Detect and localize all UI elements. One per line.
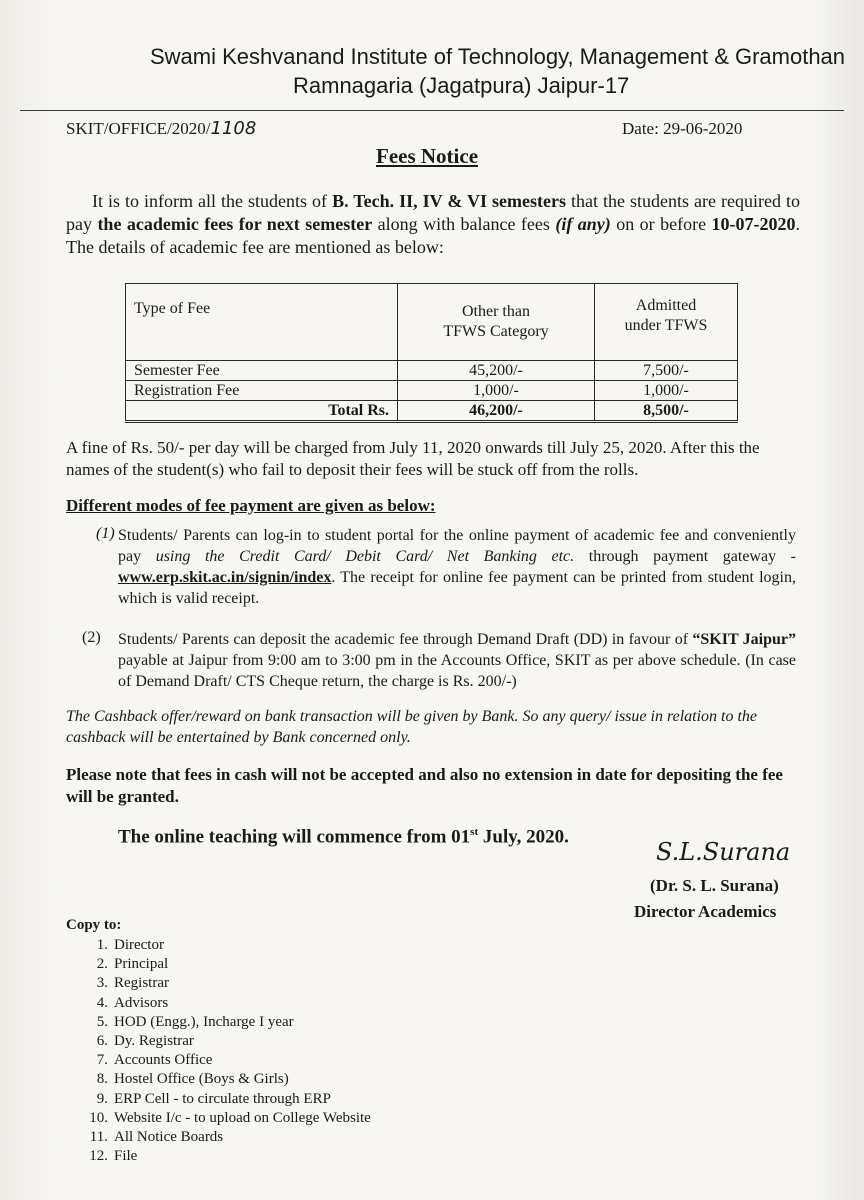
- fine-paragraph: A fine of Rs. 50/- per day will be charged from July 11, 2020 onwards till July 25, 2020. After this the names of the student(s) who fail to deposit their fees will be stuck off from the rolls.: [66, 438, 760, 479]
- copy-to-list: [66, 936, 371, 1166]
- handwritten-signature: S.L.Surana: [656, 838, 791, 866]
- mode-2-number: (2): [82, 629, 101, 646]
- fee-type-cell: Registration Fee: [126, 381, 398, 401]
- fee-tfws-cell: 1,000/-: [595, 381, 738, 401]
- intro-paragraph: It is to inform all the students of B. Tech. II, IV & VI semesters that the students are required to pay the academic fees for next semester along with balance fees (if any) on or before 10-07-2020. The details of academic fee are mentioned as below:: [66, 191, 801, 257]
- mode-1-text: Students/ Parents can log-in to student portal for the online payment of academic fee and conveniently pay using the Credit Card/ Debit Card/ Net Banking etc. through payment gateway - www.erp.skit.ac.in/signin/index. The receipt for online fee payment can be printed from student login, which is valid receipt.: [118, 527, 797, 607]
- handwritten-reference-number: 1108: [210, 118, 257, 139]
- table-header-row: [126, 284, 738, 361]
- fee-type-cell: Semester Fee: [126, 361, 398, 381]
- fee-other-cell: 45,200/-: [398, 361, 595, 381]
- signatory-title: Director Academics: [634, 902, 777, 921]
- institute-name: Swami Keshvanand Institute of Technology, Management & Gramothan: [150, 44, 846, 69]
- list-item: 3. Registrar: [96, 975, 169, 992]
- list-item: 2. Principal: [96, 956, 169, 973]
- list-item: 10. Website I/c - to upload on College Website: [89, 1109, 371, 1126]
- list-item: 9. ERP Cell - to circulate through ERP: [96, 1090, 331, 1107]
- list-item: 6. Dy. Registrar: [96, 1033, 194, 1050]
- cash-not-accepted-note: Please note that fees in cash will not be accepted and also no extension in date for depositing the fee will be granted.: [66, 765, 783, 806]
- table-total-row: [126, 401, 738, 422]
- list-item: 4. Advisors: [96, 994, 169, 1011]
- list-item: 7. Accounts Office: [96, 1052, 213, 1069]
- table-row: [126, 381, 738, 401]
- fee-other-cell: 1,000/-: [398, 381, 595, 401]
- total-tfws-cell: 8,500/-: [595, 401, 738, 422]
- payment-modes-heading: Different modes of fee payment are given as below:: [66, 496, 436, 515]
- reference-prefix: SKIT/OFFICE/2020/: [66, 119, 211, 138]
- cashback-paragraph: The Cashback offer/reward on bank transaction will be given by Bank. So any query/ issue in relation to the cashback will be entertained by Bank concerned only.: [66, 708, 758, 746]
- header-divider: [20, 110, 844, 111]
- notice-title: Fees Notice: [376, 144, 479, 168]
- list-item: 12. File: [89, 1148, 138, 1165]
- col-admitted-under-tfws: Admitted under TFWS: [595, 284, 738, 361]
- signatory-name: (Dr. S. L. Surana): [650, 876, 779, 895]
- copy-to-heading: Copy to:: [66, 917, 122, 933]
- col-other-than-tfws: Other than TFWS Category: [398, 284, 595, 361]
- total-label-cell: Total Rs.: [126, 401, 398, 422]
- reference-number: [66, 118, 256, 139]
- online-teaching-notice: The online teaching will commence from 01st July, 2020.: [118, 826, 569, 848]
- total-other-cell: 46,200/-: [398, 401, 595, 422]
- erp-portal-link[interactable]: www.erp.skit.ac.in/signin/index: [118, 569, 332, 586]
- mode-1-number: (1): [96, 525, 115, 542]
- fee-table: [125, 283, 738, 423]
- notice-date: Date: 29-06-2020: [622, 119, 743, 138]
- list-item: 1. Director: [96, 937, 164, 953]
- list-item: 11. All Notice Boards: [89, 1129, 224, 1146]
- col-type-of-fee: Type of Fee: [126, 284, 398, 361]
- mode-2-text: Students/ Parents can deposit the academic fee through Demand Draft (DD) in favour of “SKIT Jaipur” payable at Jaipur from 9:00 am to 3:00 pm in the Accounts Office, SKIT as per above schedule. (In case of Demand Draft/ CTS Cheque return, the charge is Rs. 200/-): [118, 631, 797, 690]
- list-item: 5. HOD (Engg.), Incharge I year: [96, 1013, 294, 1030]
- fee-tfws-cell: 7,500/-: [595, 361, 738, 381]
- list-item: 8. Hostel Office (Boys & Girls): [96, 1071, 289, 1088]
- institute-address: Ramnagaria (Jagatpura) Jaipur-17: [293, 73, 630, 98]
- table-row: [126, 361, 738, 381]
